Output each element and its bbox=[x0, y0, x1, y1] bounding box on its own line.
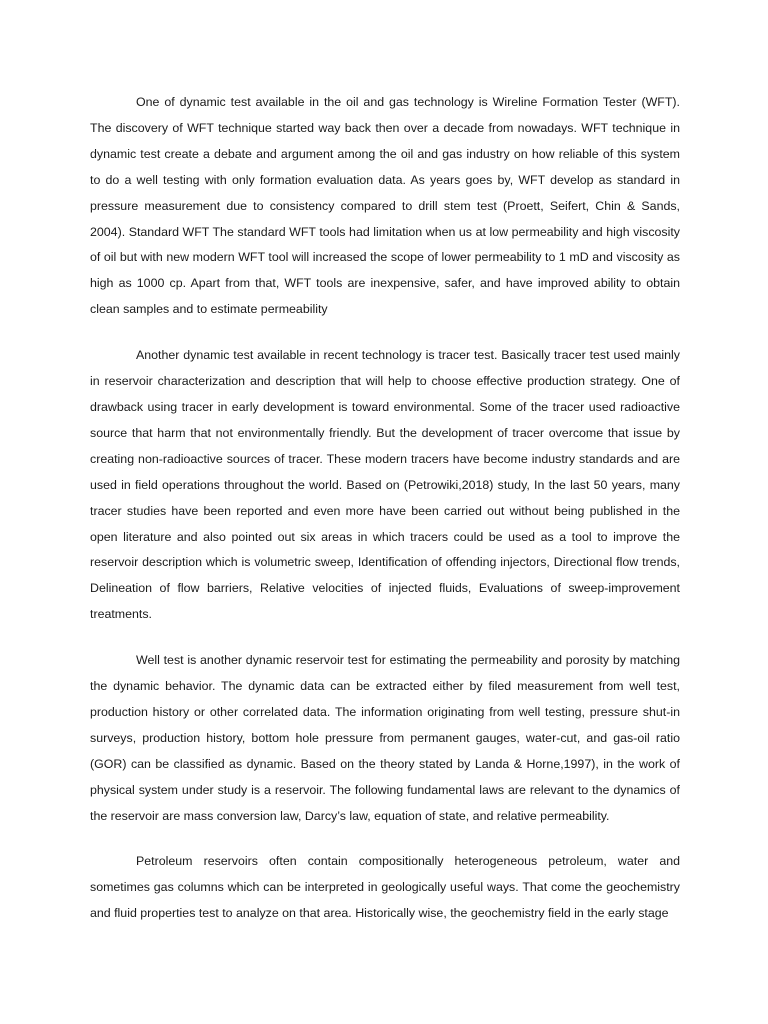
paragraph-tracer-test: Another dynamic test available in recent technology is tracer test. Basically tracer test used mainly in reservoir characterization and description that will help to choose effective production strategy. One of drawback using tracer in early development is toward environmental. Some of the tracer used radioactive source that harm that not environmentally friendly. But the development of tracer overcome that issue by creating non-radioactive sources of tracer. These modern tracers have become industry standards and are used in field operations throughout the world. Based on (Petrowiki,2018) study, In the last 50 years, many tracer studies have been reported and even more have been carried out without being published in the open literature and also pointed out six areas in which tracers could be used as a tool to improve the reservoir description which is volumetric sweep, Identification of offending injectors, Directional flow trends, Delineation of flow barriers, Relative velocities of injected fluids, Evaluations of sweep-improvement treatments. bbox=[90, 348, 680, 622]
document-page bbox=[90, 90, 680, 947]
paragraph-well-test: Well test is another dynamic reservoir test for estimating the permeability and porosity by matching the dynamic behavior. The dynamic data can be extracted either by filed measurement from well test, production history or other correlated data. The information originating from well testing, pressure shut-in surveys, production history, bottom hole pressure from permanent gauges, water-cut, and gas-oil ratio (GOR) can be classified as dynamic. Based on the theory stated by Landa & Horne,1997), in the work of physical system under study is a reservoir. The following fundamental laws are relevant to the dynamics of the reservoir are mass conversion law, Darcy’s law, equation of state, and relative permeability. bbox=[90, 653, 680, 823]
paragraph-geochemistry: Petroleum reservoirs often contain compositionally heterogeneous petroleum, water and sometimes gas columns which can be interpreted in geologically useful ways. That come the geochemistry and fluid properties test to analyze on that area. Historically wise, the geochemistry field in the early stage bbox=[90, 854, 680, 921]
paragraph-wft: One of dynamic test available in the oil and gas technology is Wireline Formation Tester (WFT). The discovery of WFT technique started way back then over a decade from nowadays. WFT technique in dynamic test create a debate and argument among the oil and gas industry on how reliable of this system to do a well testing with only formation evaluation data. As years goes by, WFT develop as standard in pressure measurement due to consistency compared to drill stem test (Proett, Seifert, Chin & Sands, 2004). Standard WFT The standard WFT tools had limitation when us at low permeability and high viscosity of oil but with new modern WFT tool will increased the scope of lower permeability to 1 mD and viscosity as high as 1000 cp. Apart from that, WFT tools are inexpensive, safer, and have improved ability to obtain clean samples and to estimate permeability bbox=[90, 95, 680, 317]
